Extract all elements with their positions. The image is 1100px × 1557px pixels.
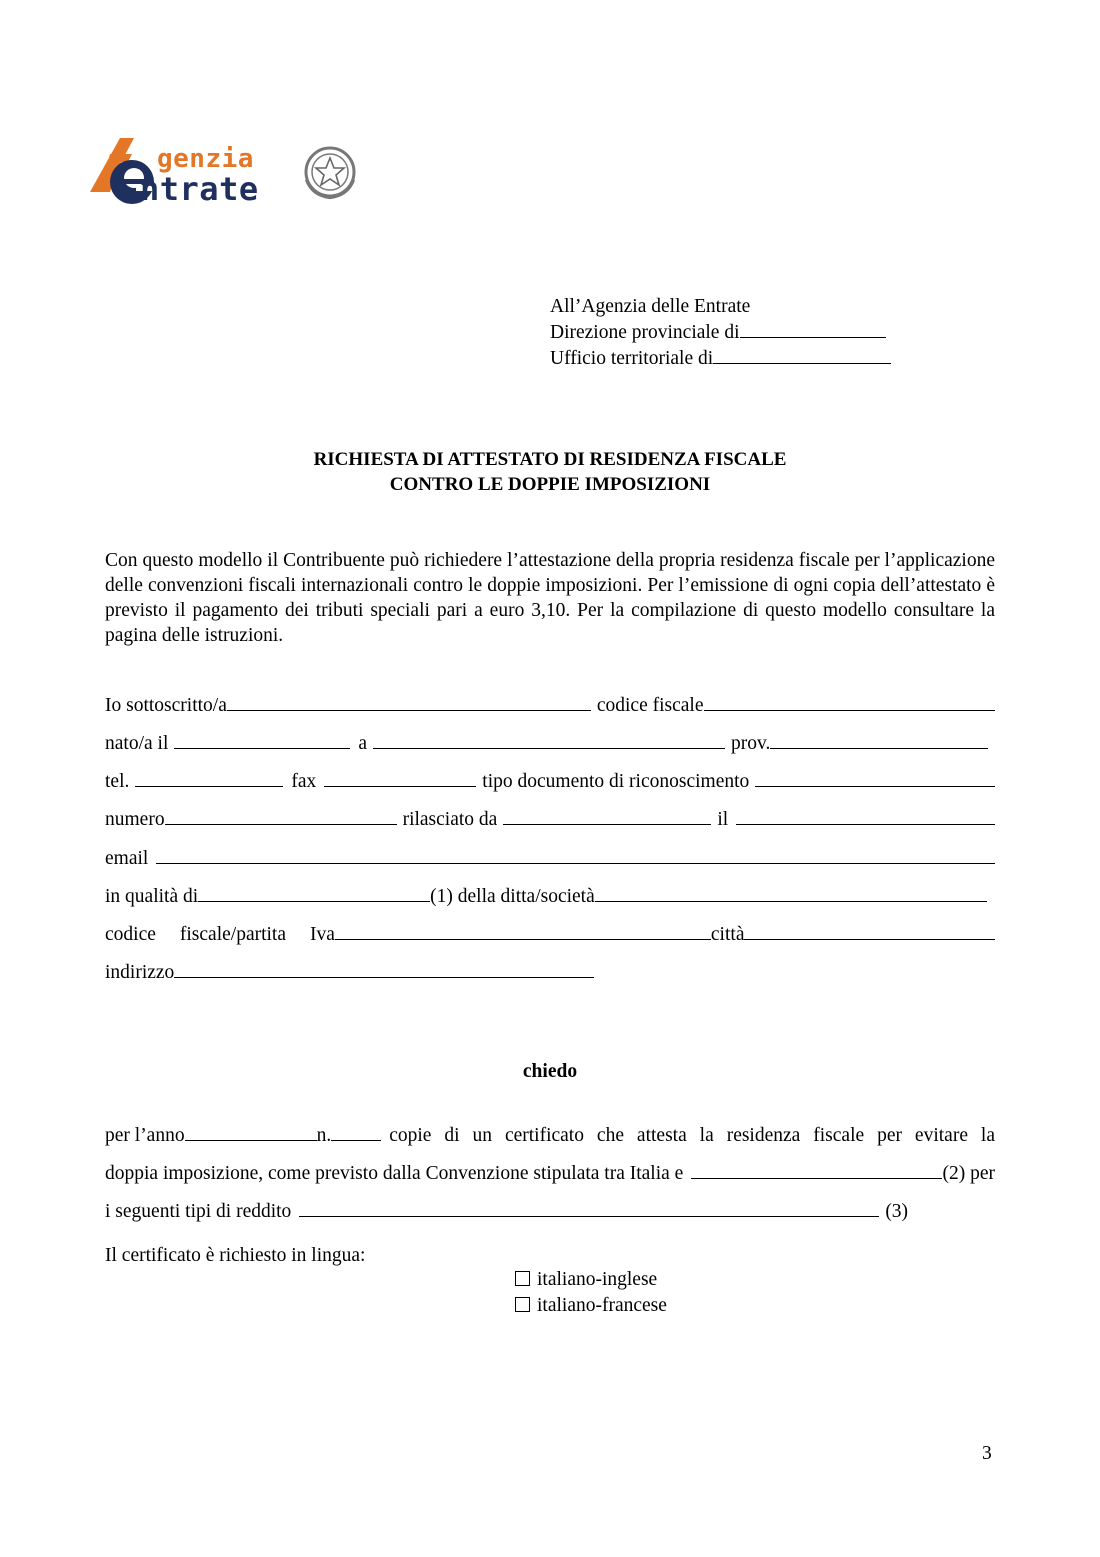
sottoscritto-field[interactable] (227, 693, 591, 711)
codice-fiscale-field[interactable] (704, 693, 996, 711)
tipo-documento-field[interactable] (755, 769, 995, 787)
form-row-email (105, 846, 995, 870)
fax-field[interactable] (324, 769, 476, 787)
option-label-inglese: italiano-inglese (537, 1269, 658, 1290)
tipi-reddito-field[interactable] (299, 1199, 879, 1217)
tel-label: tel. (105, 771, 130, 792)
numero-label: numero (105, 809, 165, 830)
indirizzo-field[interactable] (174, 960, 594, 978)
doppia-text: doppia imposizione, come previsto dalla Convenzione stipulata tra Italia e (105, 1163, 684, 1184)
form-row-contatti (105, 769, 995, 793)
indirizzo-label: indirizzo (105, 962, 175, 983)
request-row-anno (105, 1123, 995, 1147)
form-row-sottoscritto (105, 693, 995, 717)
checkbox-italiano-francese[interactable] (515, 1297, 530, 1312)
prov-field[interactable] (770, 731, 988, 749)
form-row-partita-iva (105, 922, 995, 946)
email-label: email (105, 848, 149, 869)
copie-text: copie di un certificato che attesta la residenza fiscale per evitare la (389, 1125, 995, 1146)
direzione-field[interactable] (740, 320, 886, 338)
rilasciato-field[interactable] (503, 807, 711, 825)
qualita-field[interactable] (198, 884, 430, 902)
luogo-field[interactable] (373, 731, 725, 749)
cf-iva-label-3: Iva (310, 924, 335, 945)
addressee-line-ufficio (550, 346, 891, 372)
prov-label: prov. (731, 733, 771, 754)
nota-2-label: (2) per (942, 1163, 995, 1184)
tipo-documento-label: tipo documento di riconoscimento (482, 771, 750, 792)
page-number: 3 (982, 1443, 992, 1464)
form-row-documento (105, 807, 995, 831)
addressee-line-direzione (550, 320, 891, 346)
nato-label: nato/a il (105, 733, 169, 754)
numero-copie-label: n. (316, 1125, 332, 1146)
ditta-field[interactable] (595, 884, 987, 902)
document-title (0, 447, 1100, 497)
lingua-label: Il certificato è richiesto in lingua: (105, 1245, 366, 1266)
ufficio-field[interactable] (713, 346, 891, 364)
data-rilascio-field[interactable] (736, 807, 995, 825)
cf-iva-label-1: codice (105, 924, 156, 945)
option-italiano-inglese[interactable] (515, 1269, 657, 1291)
logo-text-genzia: genzia (157, 144, 254, 174)
option-label-francese: italiano-francese (537, 1295, 667, 1316)
agenzia-entrate-logo (88, 132, 360, 212)
chiedo-heading: chiedo (522, 1061, 578, 1082)
numero-copie-field[interactable] (331, 1123, 381, 1141)
il-label: il (717, 809, 729, 830)
anno-label: per l’anno (105, 1125, 185, 1146)
tel-field[interactable] (135, 769, 283, 787)
codice-fiscale-label: codice fiscale (596, 695, 704, 716)
nato-date-field[interactable] (174, 731, 350, 749)
qualita-label: in qualità di (105, 886, 199, 907)
form-row-nascita (105, 731, 995, 755)
stato-convenzione-field[interactable] (691, 1161, 942, 1179)
request-row-convenzione (105, 1161, 995, 1185)
checkbox-italiano-inglese[interactable] (515, 1271, 530, 1286)
numero-field[interactable] (165, 807, 397, 825)
email-field[interactable] (156, 846, 995, 864)
intro-paragraph: Con questo modello il Contribuente può richiedere l’attestazione della propria residenza fiscale per l’applicazione delle convenzioni fiscali internazionali contro le doppie imposizioni. Per l’emissione di ogni copia dell’attestato è previsto il pagamento dei tributi speciali pari a euro 3,10. Per la compilazione di questo modello consultare la pagina delle istruzioni. (105, 550, 995, 646)
addressee-line-agency: All’Agenzia delle Entrate (550, 296, 751, 317)
logo-text-ntrate: ntrate (140, 170, 259, 208)
addressee-block (550, 294, 891, 372)
form-row-qualita (105, 884, 995, 908)
nota-3-label: (3) (885, 1201, 909, 1222)
citta-label: città (710, 924, 745, 945)
luogo-label: a (358, 733, 368, 754)
cf-iva-label-2: fiscale/partita (179, 924, 286, 945)
ufficio-label: Ufficio territoriale di (550, 348, 714, 369)
fax-label: fax (291, 771, 317, 792)
partita-iva-field[interactable] (335, 922, 711, 940)
direzione-label: Direzione provinciale di (550, 322, 740, 343)
title-line-1: RICHIESTA DI ATTESTATO DI RESIDENZA FISCALE (313, 449, 787, 470)
request-row-reddito (105, 1199, 995, 1223)
title-line-2: CONTRO LE DOPPIE IMPOSIZIONI (389, 474, 711, 495)
sottoscritto-label: Io sottoscritto/a (105, 695, 227, 716)
ditta-label: (1) della ditta/società (430, 886, 595, 907)
form-row-indirizzo (105, 960, 995, 984)
citta-field[interactable] (744, 922, 995, 940)
rilasciato-label: rilasciato da (402, 809, 498, 830)
anno-field[interactable] (185, 1123, 317, 1141)
tipi-reddito-label: i seguenti tipi di reddito (105, 1201, 292, 1222)
option-italiano-francese[interactable] (515, 1295, 667, 1317)
